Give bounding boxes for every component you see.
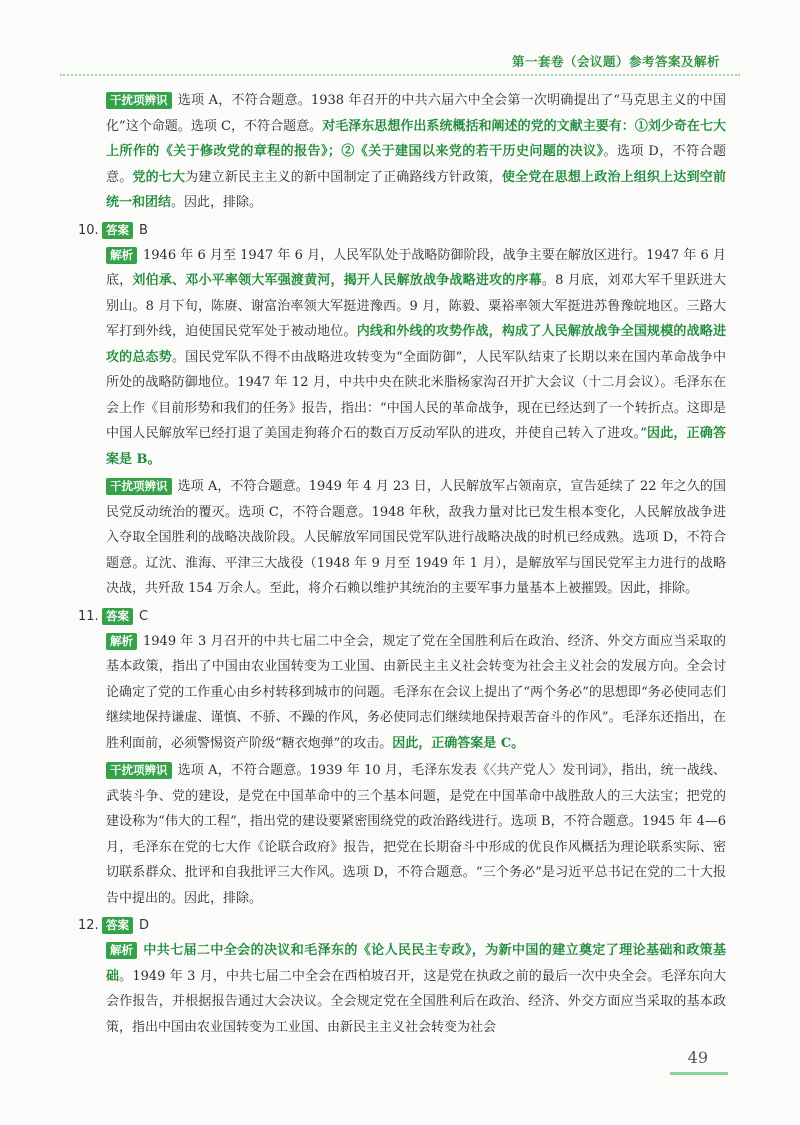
analysis-paragraph: 解析 中共七届二中全会的决议和毛泽东的《论人民民主专政》，为新中国的建立奠定了理论基础和政策基础。1949 年 3 月，中共七届二中全会在西柏坡召开，这是党在执政之前的最后一次中央全会。毛泽东向大会作报告，并根据报告通过大会决议。全会规定党在全国胜利后在政治、经济、外交方面应当采取的基本政策，指出中国由农业国转变为工业国、由新民主主义社会转变为社会 — [106, 943, 726, 1035]
answer-value: C — [139, 608, 149, 624]
distractor-tag: 干扰项辨识 — [106, 478, 172, 495]
answer-value: D — [139, 918, 150, 933]
answer-content — [78, 88, 726, 1042]
question-12-answer-row — [78, 913, 726, 938]
answer-tag: 答案 — [102, 917, 133, 934]
answer-value: B — [139, 222, 148, 238]
page-number-underline — [670, 1072, 728, 1075]
distractor-paragraph: 干扰项辨识 选项 A，不符合题意。1939 年 10 月，毛泽东发表《〈共产党人〉发刊词》，指出，统一战线、武装斗争、党的建设，是党在中国革命中的三个基本问题，是党在中国革命中战胜敌人的三大法宝；把党的建设称为“伟大的工程”，指出党的建设要紧密围绕党的政治路线进行。选项 B，不符合题意。1945 年 4—6 月，毛泽东在党的七大作《论联合政府》报告，把党在长期奋斗中形成的优良作风概括为理论联系实际、密切联系群众、批评和自我批评三大作风。选项 D，不符合题意。“三个务必”是习近平总书记在党的二十大报告中提出的。因此，排除。 — [106, 763, 726, 906]
question-number: 10. — [78, 222, 99, 238]
analysis-tag: 解析 — [106, 942, 137, 959]
header-divider — [60, 74, 740, 76]
page-number: 49 — [687, 1048, 708, 1067]
page-header: 第一套卷（会议题）参考答案及解析 — [511, 54, 720, 69]
answer-tag: 答案 — [102, 608, 133, 625]
distractor-paragraph: 干扰项辨识 选项 A，不符合题意。1938 年召开的中共六届六中全会第一次明确提出了“马克思主义的中国化”这个命题。选项 C，不符合题意。对毛泽东思想作出系统概括和阐述的党的文献主要有：①刘少奇在七大上所作的《关于修改党的章程的报告》；②《关于建国以来党的若干历史问题的决议》。选项 D，不符合题意。党的七大为建立新民主主义的新中国制定了正确路线方针政策，使全党在思想上政治上组织上达到空前统一和团结。因此，排除。 — [106, 93, 726, 210]
analysis-tag: 解析 — [106, 633, 137, 650]
analysis-paragraph: 解析 1946 年 6 月至 1947 年 6 月，人民军队处于战略防御阶段，战争主要在解放区进行。1947 年 6 月底，刘伯承、邓小平率领大军强渡黄河，揭开人民解放战争战略进攻的序幕。8 月底，刘邓大军千里跃进大别山。8 月下旬，陈赓、谢富治率领大军挺进豫西。9 月，陈毅、粟裕率领大军挺进苏鲁豫皖地区。三路大军打到外线，迫使国民党军处于被动地位。内线和外线的攻势作战，构成了人民解放战争全国规模的战略进攻的总态势。国民党军队不得不由战略进攻转变为“全面防御”，人民军队结束了长期以来在国内革命战争中所处的战略防御地位。1947 年 12 月，中共中央在陕北米脂杨家沟召开扩大会议（十二月会议）。毛泽东在会上作《目前形势和我们的任务》报告，指出：“中国人民的革命战争，现在已经达到了一个转折点。这即是中国人民解放军已经打退了美国走狗蒋介石的数百万反动军队的进攻，并使自己转入了进攻。”因此，正确答案是 B。 — [106, 247, 726, 467]
question-10-answer-row — [78, 218, 726, 243]
analysis-paragraph: 解析 1949 年 3 月召开的中共七届二中全会，规定了党在全国胜利后在政治、经济、外交方面应当采取的基本政策，指出了中国由农业国转变为工业国、由新民主主义社会转变为社会主义社会的发展方向。全会讨论确定了党的工作重心由乡村转移到城市的问题。毛泽东在会议上提出了“两个务必”的思想即“务必使同志们继续地保持谦虚、谨慎、不骄、不躁的作风，务必使同志们继续地保持艰苦奋斗的作风”。毛泽东还指出，在胜利面前，必须警惕资产阶级“糖衣炮弹”的攻击。因此，正确答案是 C。 — [106, 633, 726, 751]
question-number: 12. — [78, 918, 99, 933]
question-number: 11. — [78, 608, 99, 624]
distractor-tag: 干扰项辨识 — [106, 92, 172, 109]
answer-tag: 答案 — [102, 222, 133, 239]
analysis-tag: 解析 — [106, 247, 137, 264]
distractor-tag: 干扰项辨识 — [106, 762, 172, 779]
distractor-paragraph: 干扰项辨识 选项 A，不符合题意。1949 年 4 月 23 日，人民解放军占领南京，宣告延续了 22 年之久的国民党反动统治的覆灭。选项 C，不符合题意。1948 年秋，敌我力量对比已发生根本变化，人民解放战争进入夺取全国胜利的战略决战阶段。人民解放军同国民党军队进行战略决战的时机已经成熟。选项 D，不符合题意。辽沈、淮海、平津三大战役（1948 年 9 月至 1949 年 1 月），是解放军与国民党军主力进行的战略决战，共歼敌 154 万余人。至此，将介石赖以维护其统治的主要军事力量基本上被摧毁。因此，排除。 — [106, 479, 726, 596]
question-11-answer-row — [78, 604, 726, 629]
